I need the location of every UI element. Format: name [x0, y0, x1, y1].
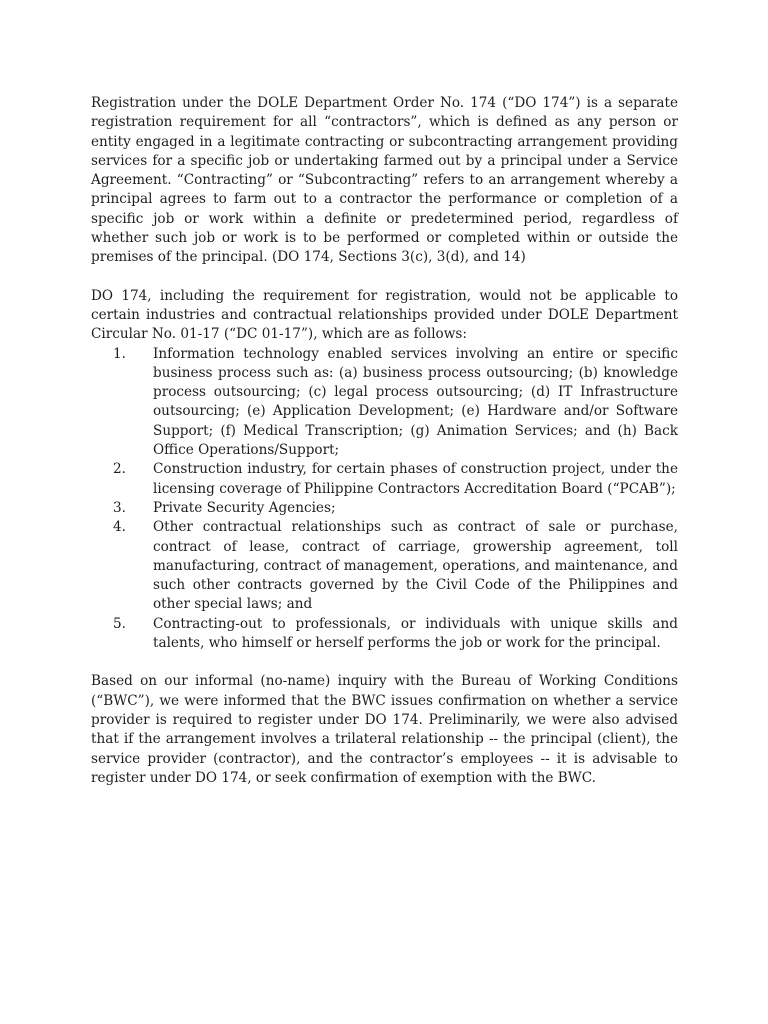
exemption-list	[91, 345, 678, 654]
list-text: Private Security Agencies;	[153, 499, 336, 516]
list-item	[91, 460, 678, 499]
paragraph-bwc-inquiry: Based on our informal (no-name) inquiry with the Bureau of Working Conditions (“BWC”), we were informed that the BWC issues confirmation on whether a service provider is required to register under DO 174. Preliminarily, we were also advised that if the arrangement involves a trilateral relationship -- the principal (client), the service provider (contractor), and the contractor’s employees -- it is advisable to register under DO 174, or seek confirmation of exemption with the BWC.	[91, 673, 678, 786]
document-page	[91, 94, 678, 788]
list-text: Construction industry, for certain phases of construction project, under the licensing coverage of Philippine Contractors Accreditation Board (“PCAB”);	[153, 461, 678, 497]
list-item	[91, 499, 678, 518]
list-text: Information technology enabled services involving an entire or specific business process such as: (a) business process outsourcing; (b) knowledge process outsourcing; (c) legal process outsourcing; (d) IT Infrastructure outsourcing; (e) Application Development; (e) Hardware and/or Software Support; (f) Medical Transcription; (g) Animation Services; and (h) Back Office Operations/Support;	[153, 345, 678, 459]
list-number: 4.	[113, 519, 126, 536]
list-item	[91, 518, 678, 614]
paragraph-registration: Registration under the DOLE Department Order No. 174 (“DO 174”) is a separate registration requirement for all “contractors”, which is defined as any person or entity engaged in a legitimate contracting or subcontracting arrangement providing services for a specific job or undertaking farmed out by a principal under a Service Agreement. “Contracting” or “Subcontracting” refers to an arrangement whereby a principal agrees to farm out to a contractor the performance or completion of a specific job or work within a definite or predetermined period, regardless of whether such job or work is to be performed or completed within or outside the premises of the principal. (DO 174, Sections 3(c), 3(d), and 14)	[91, 95, 678, 266]
list-number: 2.	[113, 461, 126, 478]
list-number: 1.	[113, 345, 126, 362]
list-number: 5.	[113, 615, 126, 632]
list-item	[91, 615, 678, 654]
list-number: 3.	[113, 499, 126, 516]
paragraph-spacer	[91, 268, 678, 287]
paragraph-spacer	[91, 653, 678, 672]
list-item	[91, 345, 678, 461]
paragraph-exemptions: DO 174, including the requirement for registration, would not be applicable to certain industries and contractual relationships provided under DOLE Department Circular No. 01-17 (“DC 01-17”), which are as follows:	[91, 287, 678, 343]
list-text: Contracting-out to professionals, or individuals with unique skills and talents, who himself or herself performs the job or work for the principal.	[153, 615, 678, 652]
list-text: Other contractual relationships such as contract of sale or purchase, contract of lease, contract of carriage, growership agreement, toll manufacturing, contract of management, operations, and maintenance, and such other contracts governed by the Civil Code of the Philippines and other special laws; and	[153, 519, 678, 613]
